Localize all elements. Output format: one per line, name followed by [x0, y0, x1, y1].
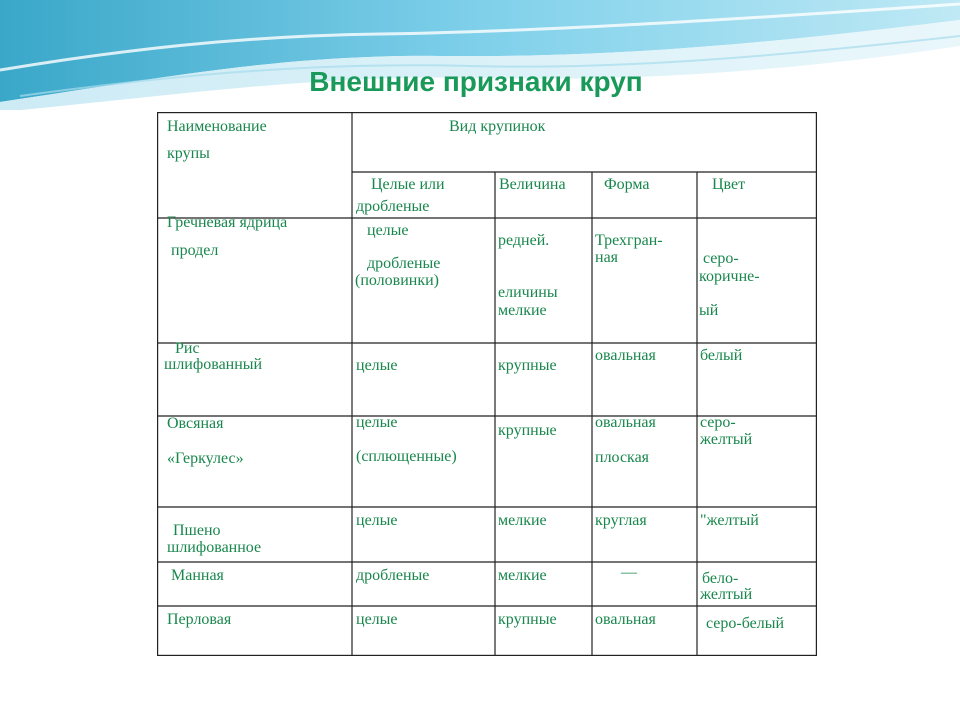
row5-whole-a: дробленые: [356, 567, 430, 584]
row4-shape-a: круглая: [595, 512, 647, 529]
row5-name-a: Манная: [171, 567, 224, 584]
row6-color-a: серо-белый: [706, 615, 785, 632]
row2-size-a: крупные: [498, 357, 557, 374]
row3-shape-b: плоская: [595, 449, 650, 466]
row3-name-a: Овсяная: [167, 415, 224, 432]
row6-whole-a: целые: [356, 611, 398, 628]
row3-shape-a: овальная: [595, 414, 656, 431]
properties-table: [157, 112, 817, 656]
header-whole-line2: дробленые: [356, 198, 430, 215]
row5-color-a: бело-: [702, 570, 739, 587]
row1-whole-b: дробленые: [367, 255, 441, 272]
row3-whole-a: целые: [356, 414, 398, 431]
header-shape: Форма: [604, 176, 650, 193]
row1-color-c: ый: [699, 302, 719, 319]
row3-name-b: «Геркулес»: [167, 450, 244, 467]
row1-name-b: продел: [171, 242, 219, 259]
row4-name-a: Пшено: [173, 522, 221, 539]
row2-color-a: белый: [700, 347, 743, 364]
row4-size-a: мелкие: [498, 512, 547, 529]
row1-color-b: коричне-: [699, 268, 760, 285]
row2-whole-a: целые: [356, 357, 398, 374]
row6-shape-a: овальная: [595, 611, 656, 628]
header-color: Цвет: [712, 176, 746, 193]
header-size: Величина: [499, 176, 566, 193]
row2-name-a: Рис: [175, 340, 200, 357]
row6-size-a: крупные: [498, 611, 557, 628]
row1-whole-c: (половинки): [355, 272, 440, 289]
row6-name-a: Перловая: [167, 611, 232, 628]
row1-size-a: редней.: [498, 232, 550, 249]
row5-shape-a: —: [621, 564, 637, 581]
row3-color-b: желтый: [700, 431, 753, 448]
row1-size-b: еличины: [498, 284, 558, 301]
row4-name-b: шлифованное: [167, 539, 262, 556]
slide-title: Внешние признаки круп: [309, 66, 643, 97]
row3-color-a: серо-: [700, 414, 736, 431]
row2-shape-a: овальная: [595, 347, 656, 364]
header-grain-type: Вид крупинок: [449, 118, 546, 135]
row5-color-b: желтый: [700, 586, 753, 603]
row1-shape-a: Трехгран-: [595, 232, 663, 249]
row1-whole-a: целые: [367, 222, 409, 239]
row1-name-a: Гречневая ядрица: [167, 214, 288, 231]
row2-name-b: шлифованный: [164, 356, 263, 373]
row3-size-a: крупные: [498, 422, 557, 439]
row3-whole-b: (сплющенные): [356, 448, 457, 465]
header-name-line1: Наименование: [167, 118, 267, 135]
header-name-line2: крупы: [167, 145, 210, 162]
row1-shape-b: ная: [595, 249, 619, 266]
row5-size-a: мелкие: [498, 567, 547, 584]
row1-size-c: мелкие: [498, 302, 547, 319]
row4-whole-a: целые: [356, 512, 398, 529]
row4-color-a: "желтый: [700, 512, 759, 529]
header-whole-line1: Целые или: [371, 176, 445, 193]
row1-color-a: серо-: [703, 250, 739, 267]
